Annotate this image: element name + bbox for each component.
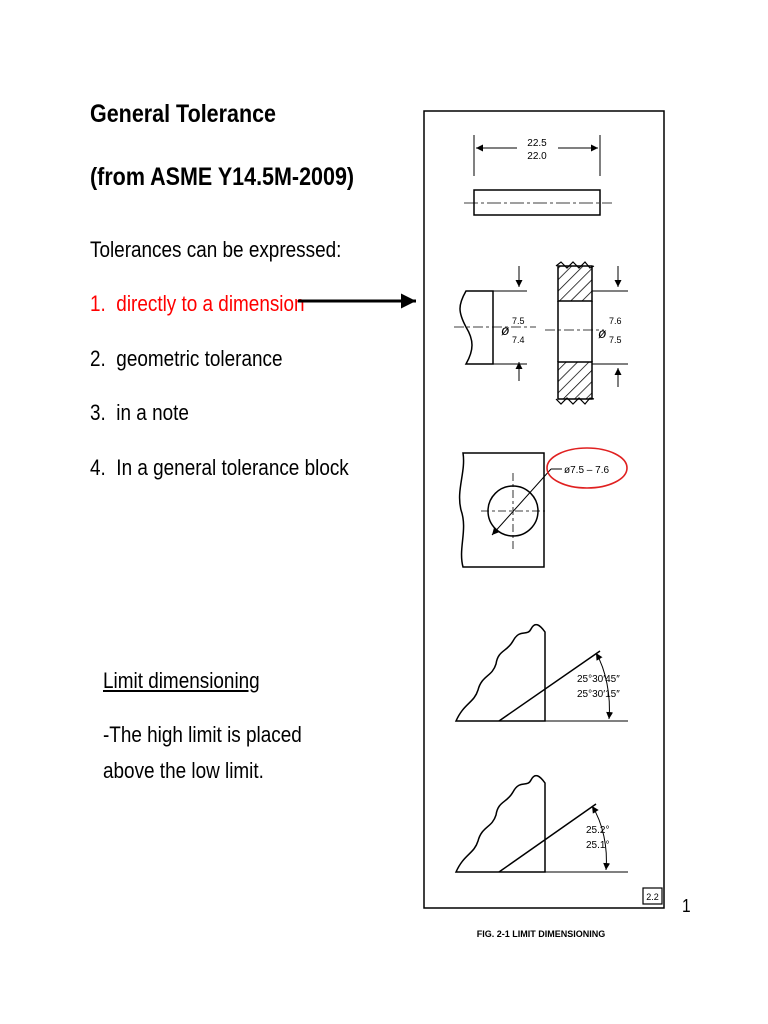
limit-dimensioning-heading: Limit dimensioning	[103, 668, 260, 693]
slide-subtitle: (from ASME Y14.5M-2009)	[90, 163, 355, 191]
angle-view-2	[456, 776, 628, 872]
hole-lower-limit: 7.5	[609, 335, 622, 345]
angle-view-1	[456, 625, 628, 721]
list-item-label: In a general tolerance block	[116, 455, 349, 480]
figure-tag: 2.2	[646, 892, 659, 902]
diameter-symbol: ø	[598, 325, 607, 341]
diameter-symbol: ø	[501, 322, 510, 338]
callout-text: ø7.5 – 7.6	[564, 465, 610, 476]
list-item-number: 2.	[90, 346, 106, 371]
list-item-number: 1.	[90, 291, 106, 316]
intro-text: Tolerances can be expressed:	[90, 237, 342, 262]
shaft-lower-limit: 7.4	[512, 335, 525, 345]
slide-title: General Tolerance	[90, 100, 277, 128]
angle2-lower-limit: 25.1°	[586, 840, 610, 851]
list-item-label: directly to a dimension	[116, 291, 305, 316]
note-line-2: above the low limit.	[103, 758, 264, 783]
list-item-number: 3.	[90, 400, 106, 425]
dim-lower-text: 22.0	[527, 151, 547, 162]
list-item-label: geometric tolerance	[116, 346, 283, 371]
pin-view	[464, 135, 612, 215]
hole-upper-limit: 7.6	[609, 316, 622, 326]
list-item-number: 4.	[90, 455, 106, 480]
plate-view	[460, 448, 627, 567]
shaft-upper-limit: 7.5	[512, 316, 525, 326]
angle1-lower-limit: 25°30′15″	[577, 689, 620, 700]
dim-upper-text: 22.5	[527, 138, 547, 149]
angle1-upper-limit: 25°30′45″	[577, 674, 620, 685]
hole-view	[545, 262, 628, 404]
shaft-view	[454, 266, 536, 381]
figure-caption: FIG. 2-1 LIMIT DIMENSIONING	[476, 929, 606, 939]
list-item-label: in a note	[116, 400, 189, 425]
page-number: 1	[682, 896, 691, 916]
angle2-upper-limit: 25.2°	[586, 825, 610, 836]
note-line-1: -The high limit is placed	[103, 722, 302, 747]
